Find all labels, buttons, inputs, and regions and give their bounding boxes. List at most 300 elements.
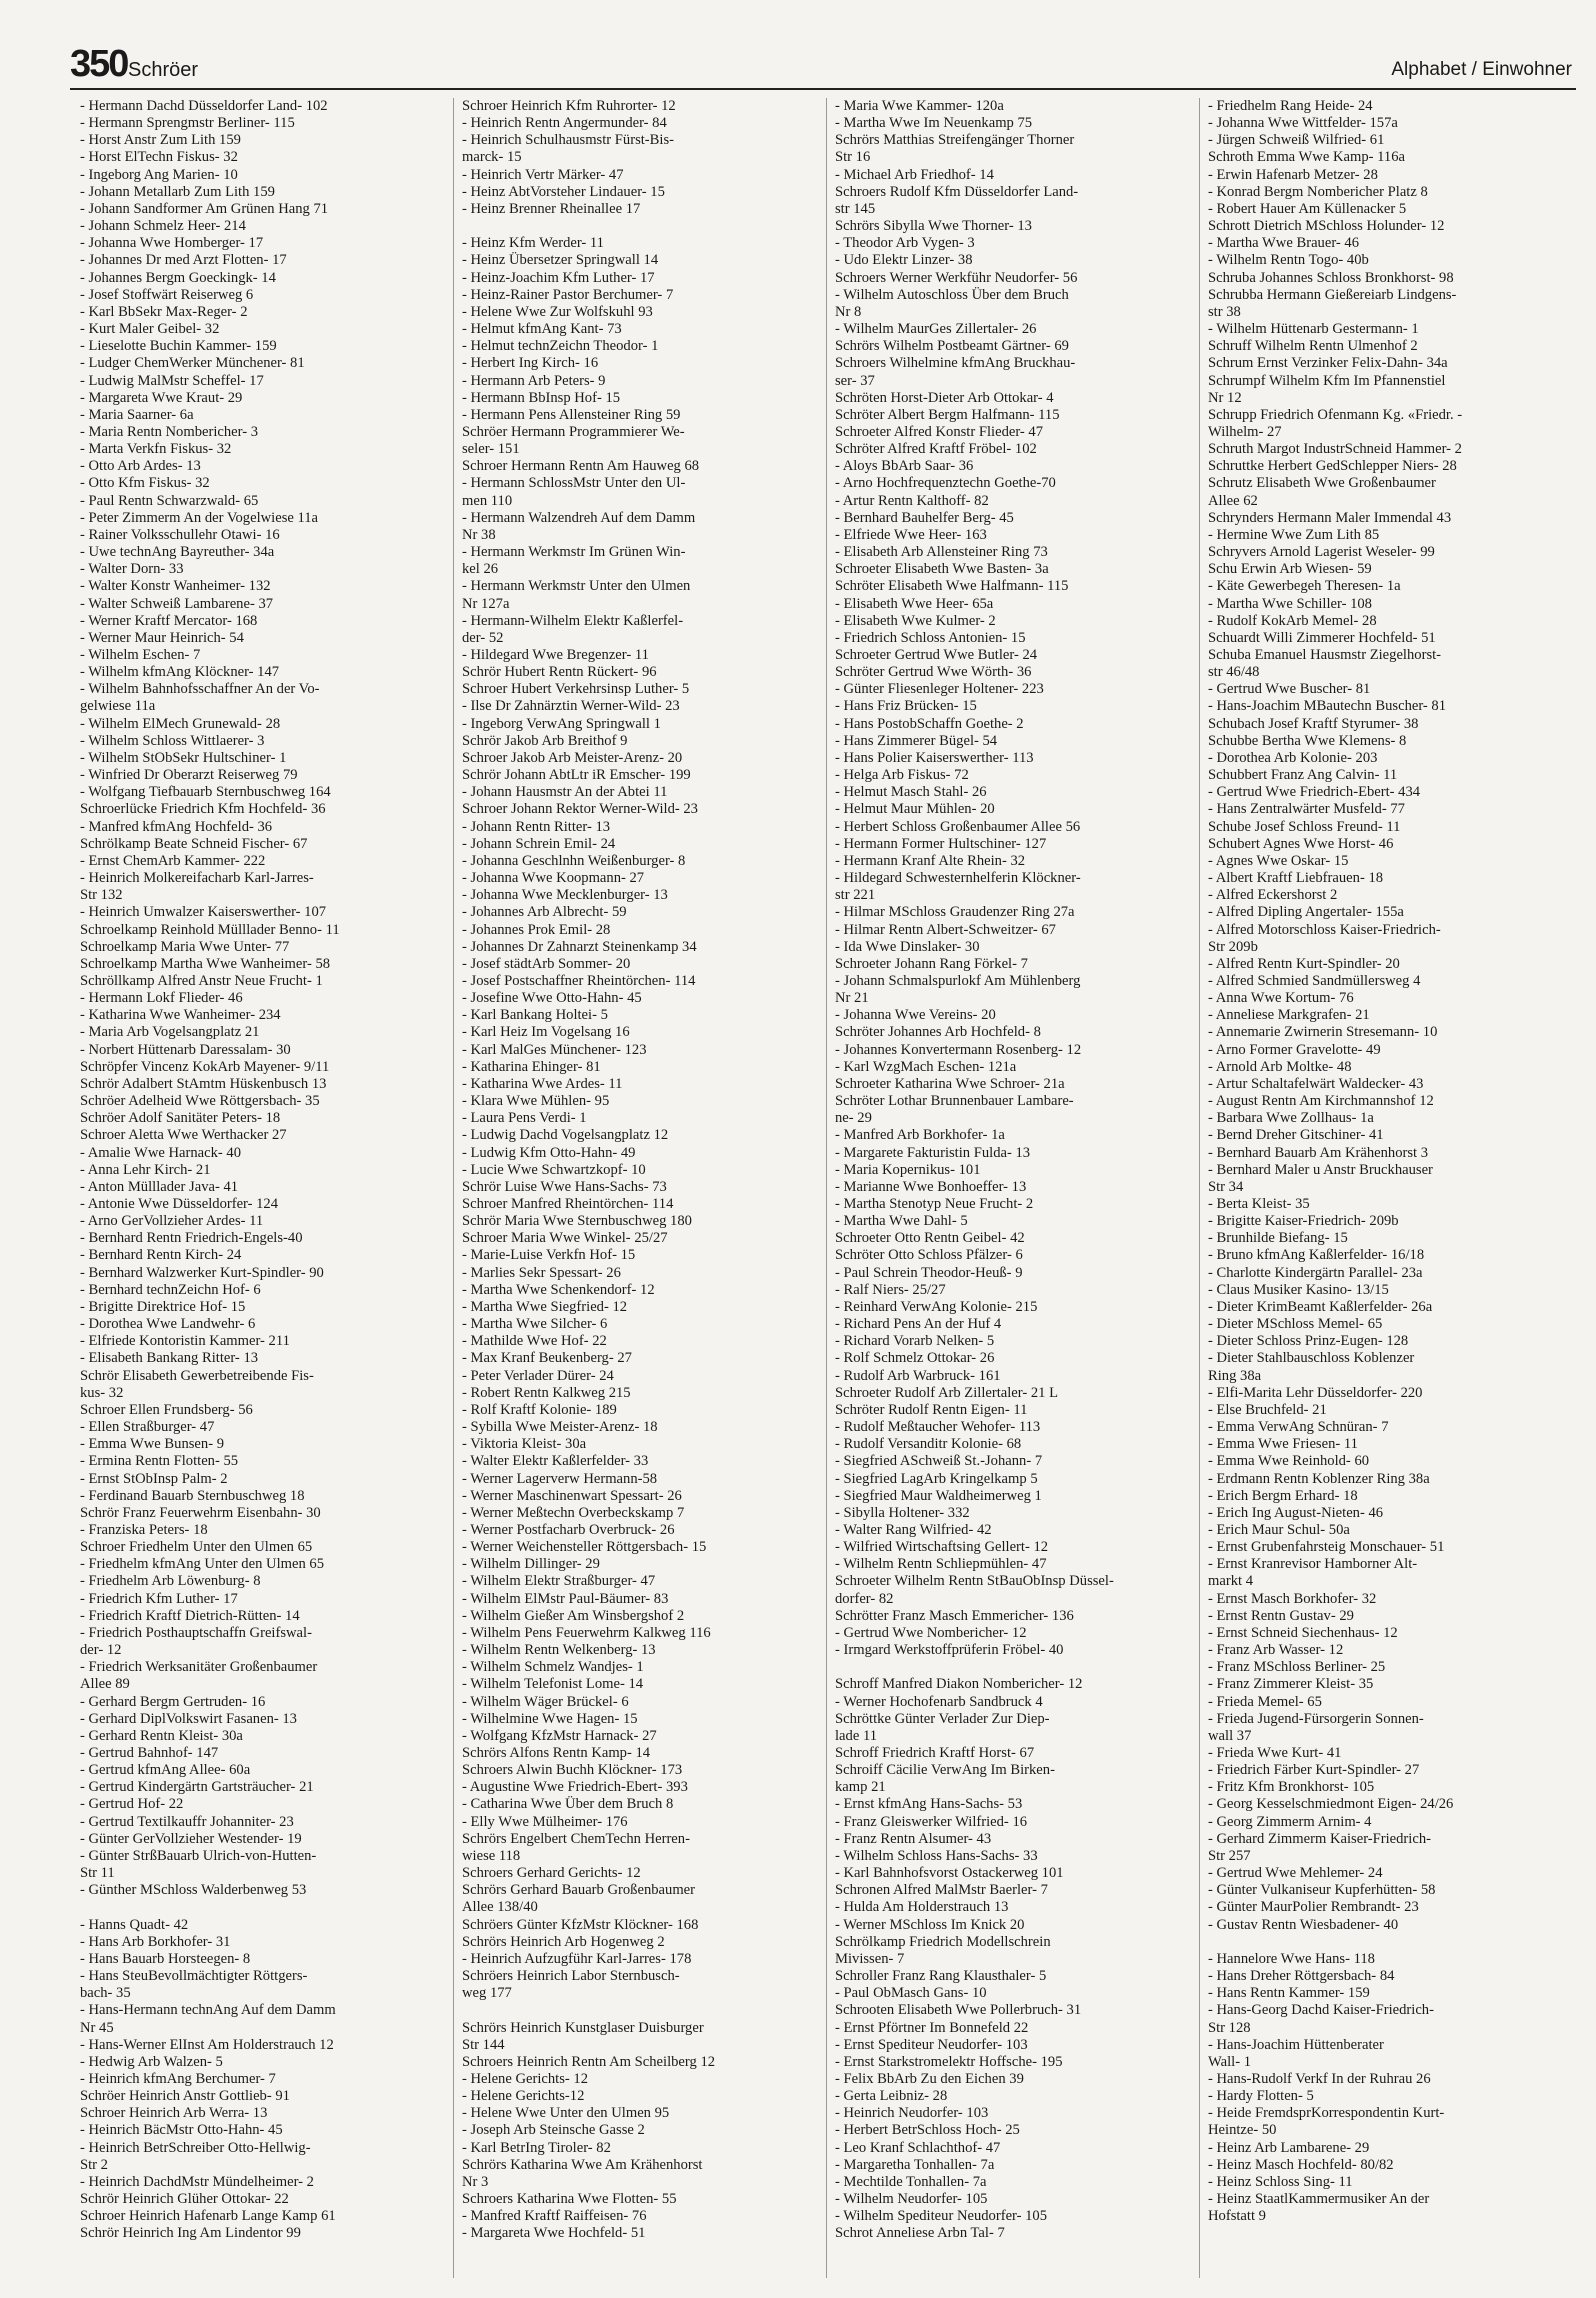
directory-entry: - Rainer Volksschullehr Otawi- 16 (80, 526, 280, 543)
directory-columns (80, 98, 1574, 2278)
directory-entry: - Wilhelm Neudorfer- 105 (835, 2191, 988, 2208)
directory-entry: - Gertrud Kindergärtn Gartsträucher- 21 (80, 1779, 314, 1796)
directory-entry: Str 132 (80, 887, 123, 904)
directory-entry: - Ernst Grubenfahrsteig Monschauer- 51 (1208, 1539, 1445, 1556)
directory-entry: - Siegfried LagArb Kringelkamp 5 (835, 1470, 1038, 1487)
directory-entry (1208, 1934, 1566, 1951)
directory-entry: - Ludwig Dachd Vogelsangplatz 12 (462, 1127, 669, 1144)
directory-entry: - Wilhelm Rentn Schliepmühlen- 47 (835, 1556, 1047, 1573)
directory-entry: Nr 45 (80, 2019, 114, 2036)
directory-entry: marck- 15 (462, 149, 522, 166)
directory-entry: - Winfried Dr Oberarzt Reiserweg 79 (80, 767, 298, 784)
directory-entry: wiese 118 (462, 1847, 521, 1864)
directory-entry: Schroer Jakob Arb Meister-Arenz- 20 (462, 749, 683, 766)
directory-entry: - Dieter Stahlbauschloss Koblenzer (1208, 1350, 1415, 1367)
directory-entry: Schroller Franz Rang Klausthaler- 5 (835, 1968, 1047, 1985)
directory-entry: - Marlies Sekr Spessart- 26 (462, 1264, 621, 1281)
directory-entry: - Franz Zimmerer Kleist- 35 (1208, 1676, 1374, 1693)
directory-entry: - Hermann Arb Peters- 9 (462, 372, 606, 389)
directory-entry: - Ernst Schneid Siechenhaus- 12 (1208, 1624, 1398, 1641)
directory-entry: Schroer Friedhelm Unter den Ulmen 65 (80, 1539, 313, 1556)
directory-entry: Schröer Adelheid Wwe Röttgersbach- 35 (80, 1093, 320, 1110)
directory-entry: - Mechtilde Tonhallen- 7a (835, 2173, 987, 2190)
directory-entry: Schrör Adalbert StAmtm Hüskenbusch 13 (80, 1075, 327, 1092)
directory-entry: - Elly Wwe Mülheimer- 176 (462, 1813, 628, 1830)
directory-entry: Schröer Heinrich Anstr Gottlieb- 91 (80, 2088, 290, 2105)
directory-entry: kus- 32 (80, 1384, 124, 1401)
directory-entry: Schröten Horst-Dieter Arb Ottokar- 4 (835, 389, 1054, 406)
directory-entry: - Paul Rentn Schwarzwald- 65 (80, 492, 259, 509)
directory-entry: - Maria Kopernikus- 101 (835, 1161, 981, 1178)
directory-entry: - Werner Postfacharb Overbruck- 26 (462, 1521, 675, 1538)
directory-entry: - Wilhelm ElMstr Paul-Bäumer- 83 (462, 1590, 669, 1607)
directory-entry: - Heinrich Neudorfer- 103 (835, 2105, 989, 2122)
directory-entry: Schrör Johann AbtLtr iR Emscher- 199 (462, 767, 691, 784)
directory-entry: - Helmut technZeichn Theodor- 1 (462, 338, 659, 355)
directory-entry: - Josefine Wwe Otto-Hahn- 45 (462, 990, 642, 1007)
directory-entry: - Ernst StObInsp Palm- 2 (80, 1470, 228, 1487)
directory-entry: - August Rentn Am Kirchmannshof 12 (1208, 1093, 1434, 1110)
directory-entry: Schroeter Otto Rentn Geibel- 42 (835, 1230, 1025, 1247)
directory-entry: - Bruno kfmAng Kaßlerfelder- 16/18 (1208, 1247, 1425, 1264)
directory-entry: Str 257 (1208, 1847, 1251, 1864)
directory-entry: - Manfred Kraftf Raiffeisen- 76 (462, 2208, 647, 2225)
directory-entry: - Johanna Wwe Wittfelder- 157a (1208, 115, 1398, 132)
directory-entry: - Hilmar MSchloss Graudenzer Ring 27a (835, 904, 1075, 921)
directory-entry: - Ernst Kranrevisor Hamborner Alt- (1208, 1556, 1418, 1573)
directory-entry: - Martha Wwe Brauer- 46 (1208, 235, 1359, 252)
directory-entry: - Werner MSchloss Im Knick 20 (835, 1916, 1025, 1933)
directory-entry: Schroers Katharina Wwe Flotten- 55 (462, 2191, 677, 2208)
directory-entry: - Alfred Rentn Kurt-Spindler- 20 (1208, 955, 1400, 972)
directory-entry: Schrörs Sibylla Wwe Thorner- 13 (835, 218, 1032, 235)
directory-entry: - Wilhelm Dillinger- 29 (462, 1556, 600, 1573)
directory-entry: - Horst ElTechn Fiskus- 32 (80, 149, 238, 166)
directory-entry: - Wilhelm Gießer Am Winsbergshof 2 (462, 1607, 685, 1624)
directory-entry: - Bernd Dreher Gitschiner- 41 (1208, 1127, 1384, 1144)
directory-entry: - Ernst Spediteur Neudorfer- 103 (835, 2036, 1028, 2053)
directory-entry: - Hermann BbInsp Hof- 15 (462, 389, 621, 406)
directory-entry: - Ernst Masch Borkhofer- 32 (1208, 1590, 1377, 1607)
directory-entry: - Gertrud kfmAng Allee- 60a (80, 1762, 251, 1779)
directory-entry: Ring 38a (1208, 1367, 1262, 1384)
directory-entry: - Werner Maur Heinrich- 54 (80, 629, 244, 646)
directory-entry: - Maria Wwe Kammer- 120a (835, 98, 1004, 114)
directory-entry: - Ellen Straßburger- 47 (80, 1419, 215, 1436)
directory-entry: - Helga Arb Fiskus- 72 (835, 767, 969, 784)
directory-entry: - Hans Zentralwärter Musfeld- 77 (1208, 801, 1405, 818)
directory-entry: - Rudolf Versanditr Kolonie- 68 (835, 1436, 1022, 1453)
directory-entry: - Walter Schweiß Lambarene- 37 (80, 595, 274, 612)
directory-entry: - Hermann SchlossMstr Unter den Ul- (462, 475, 686, 492)
directory-entry: - Günter Fliesenleger Holtener- 223 (835, 681, 1044, 698)
directory-entry: Schroth Emma Wwe Kamp- 116a (1208, 149, 1405, 166)
directory-entry: - Heinrich BetrSchreiber Otto-Hellwig- (80, 2139, 311, 2156)
directory-entry: - Artur Schaltafelwärt Waldecker- 43 (1208, 1075, 1424, 1092)
directory-entry: - Heinz-Rainer Pastor Berchumer- 7 (462, 286, 674, 303)
directory-entry: - Margaretha Tonhallen- 7a (835, 2156, 995, 2173)
directory-entry: - Mathilde Wwe Hof- 22 (462, 1333, 607, 1350)
directory-entry: - Erich Maur Schul- 50a (1208, 1521, 1350, 1538)
directory-entry: - Jürgen Schweiß Wilfried- 61 (1208, 132, 1385, 149)
directory-entry: - Heinrich Rentn Angermunder- 84 (462, 115, 667, 132)
directory-entry: - Heinz Brenner Rheinallee 17 (462, 200, 641, 217)
directory-entry: - Siegfried Maur Waldheimerweg 1 (835, 1487, 1042, 1504)
directory-entry: - Karl Bahnhofsvorst Ostackerweg 101 (835, 1865, 1064, 1882)
directory-entry: - Robert Hauer Am Küllenacker 5 (1208, 200, 1407, 217)
directory-entry: Schrumpf Wilhelm Kfm Im Pfannenstiel (1208, 372, 1446, 389)
directory-entry: - Bernhard Walzwerker Kurt-Spindler- 90 (80, 1264, 324, 1281)
directory-entry: - Wilhelm StObSekr Hultschiner- 1 (80, 749, 287, 766)
directory-entry: Allee 138/40 (462, 1899, 538, 1916)
directory-entry: - Werner Maschinenwart Spessart- 26 (462, 1487, 682, 1504)
directory-entry: - Ernst Pförtner Im Bonnefeld 22 (835, 2019, 1029, 2036)
directory-entry: - Johannes Dr med Arzt Flotten- 17 (80, 252, 287, 269)
directory-entry: - Franz MSchloss Berliner- 25 (1208, 1659, 1386, 1676)
directory-entry: - Wilhelm Rentn Togo- 40b (1208, 252, 1369, 269)
directory-entry: - Hans-Rudolf Verkf In der Ruhrau 26 (1208, 2070, 1431, 2087)
directory-entry: - Brunhilde Biefang- 15 (1208, 1230, 1348, 1247)
directory-entry: - Heinz AbtVorsteher Lindauer- 15 (462, 183, 665, 200)
directory-entry: Str 11 (80, 1865, 115, 1882)
directory-entry: - Hermann Lokf Flieder- 46 (80, 990, 243, 1007)
directory-entry: - Johann Metallarb Zum Lith 159 (80, 183, 275, 200)
directory-entry: Schröer Adolf Sanitäter Peters- 18 (80, 1110, 281, 1127)
directory-entry: - Albert Kraftf Liebfrauen- 18 (1208, 870, 1384, 887)
directory-entry: Schrupp Friedrich Ofenmann Kg. «Friedr. - (1208, 406, 1463, 423)
directory-entry: - Johann Hausmstr An der Abtei 11 (462, 784, 668, 801)
directory-entry: - Hardy Flotten- 5 (1208, 2088, 1314, 2105)
directory-entry: - Hermann Pens Allensteiner Ring 59 (462, 406, 681, 423)
directory-entry: - Franz Gleiswerker Wilfried- 16 (835, 1813, 1028, 1830)
directory-entry: - Robert Rentn Kalkweg 215 (462, 1384, 631, 1401)
directory-entry: - Bernhard Maler u Anstr Bruckhauser (1208, 1161, 1433, 1178)
directory-entry: wall 37 (1208, 1727, 1252, 1744)
directory-entry: - Konrad Bergm Nombericher Platz 8 (1208, 183, 1428, 200)
directory-entry: Schrutz Elisabeth Wwe Großenbaumer (1208, 475, 1436, 492)
directory-entry: - Ernst Starkstromelektr Hoffsche- 195 (835, 2053, 1063, 2070)
directory-entry: - Else Bruchfeld- 21 (1208, 1401, 1327, 1418)
directory-entry: Schrötter Franz Masch Emmericher- 136 (835, 1607, 1074, 1624)
directory-entry: markt 4 (1208, 1573, 1253, 1590)
directory-entry: - Martha Wwe Schiller- 108 (1208, 595, 1372, 612)
directory-entry: Schrörs Heinrich Kunstglaser Duisburger (462, 2019, 704, 2036)
directory-entry: Schruff Wilhelm Rentn Ulmenhof 2 (1208, 338, 1418, 355)
directory-entry: - Hermann Former Hultschiner- 127 (835, 835, 1047, 852)
directory-entry: - Wolfgang KfzMstr Harnack- 27 (462, 1727, 657, 1744)
directory-entry: - Hans Bauarb Horsteegen- 8 (80, 1950, 251, 1967)
directory-entry: - Heinrich Umwalzer Kaiserswerther- 107 (80, 904, 327, 921)
directory-entry: - Hanns Quadt- 42 (80, 1916, 189, 1933)
directory-entry: Schrölkamp Beate Schneid Fischer- 67 (80, 835, 308, 852)
directory-entry: - Bernhard technZeichn Hof- 6 (80, 1281, 261, 1298)
directory-entry: - Johannes Prok Emil- 28 (462, 921, 611, 938)
directory-entry: Schroers Werner Werkführ Neudorfer- 56 (835, 269, 1078, 286)
directory-entry: - Michael Arb Friedhof- 14 (835, 166, 994, 183)
directory-entry: Schronen Alfred MalMstr Baerler- 7 (835, 1882, 1048, 1899)
directory-entry: Schröter Lothar Brunnenbauer Lambare- (835, 1093, 1074, 1110)
directory-entry: seler- 151 (462, 441, 520, 458)
directory-entry: - Brigitte Kaiser-Friedrich- 209b (1208, 1213, 1399, 1230)
directory-entry: Schubach Josef Kraftf Styrumer- 38 (1208, 715, 1419, 732)
directory-entry: Schroiff Cäcilie VerwAng Im Birken- (835, 1762, 1055, 1779)
directory-entry: str 221 (835, 887, 876, 904)
directory-entry: Schruttke Herbert GedSchlepper Niers- 28 (1208, 458, 1457, 475)
directory-entry: - Karl Bankang Holtei- 5 (462, 1007, 608, 1024)
directory-entry: Schroer Heinrich Hafenarb Lange Kamp 61 (80, 2208, 336, 2225)
directory-entry: - Laura Pens Verdi- 1 (462, 1110, 587, 1127)
directory-entry: - Friedrich Färber Kurt-Spindler- 27 (1208, 1762, 1420, 1779)
directory-entry: kel 26 (462, 561, 499, 578)
directory-entry: - Catharina Wwe Über dem Bruch 8 (462, 1796, 674, 1813)
directory-entry: Schroelkamp Reinhold Mülllader Benno- 11 (80, 921, 340, 938)
column-3 (826, 98, 1193, 2278)
directory-entry: - Karl BbSekr Max-Reger- 2 (80, 303, 248, 320)
directory-entry: - Heinz Übersetzer Springwall 14 (462, 252, 659, 269)
directory-entry: - Johanna Geschlnhn Weißenburger- 8 (462, 852, 686, 869)
directory-entry: - Alfred Motorschloss Kaiser-Friedrich- (1208, 921, 1441, 938)
directory-entry: - Heinrich Molkereifacharb Karl-Jarres- (80, 870, 314, 887)
directory-entry: - Wilhelm kfmAng Klöckner- 147 (80, 664, 280, 681)
directory-entry: - Brigitte Direktrice Hof- 15 (80, 1298, 246, 1315)
directory-entry: Schroer Hubert Verkehrsinsp Luther- 5 (462, 681, 690, 698)
directory-entry: - Martha Wwe Dahl- 5 (835, 1213, 968, 1230)
directory-entry: ne- 29 (835, 1110, 872, 1127)
directory-entry: - Otto Arb Ardes- 13 (80, 458, 201, 475)
directory-entry: - Wilhelm Bahnhofsschaffner An der Vo- (80, 681, 320, 698)
directory-entry: Schrölkamp Friedrich Modellschrein (835, 1933, 1051, 1950)
directory-entry (462, 2002, 820, 2019)
directory-entry: Schröter Elisabeth Wwe Halfmann- 115 (835, 578, 1069, 595)
directory-entry: - Johann Schmelz Heer- 214 (80, 218, 246, 235)
directory-entry: Schroeter Rudolf Arb Zillertaler- 21 L (835, 1384, 1059, 1401)
directory-entry: - Heinz StaatlKammermusiker An der (1208, 2191, 1430, 2208)
directory-entry: - Anton Mülllader Java- 41 (80, 1178, 239, 1195)
directory-entry: - Helene Wwe Unter den Ulmen 95 (462, 2105, 670, 2122)
directory-entry: Str 2 (80, 2156, 108, 2173)
directory-entry: - Werner Kraftf Mercator- 168 (80, 612, 258, 629)
directory-entry: - Gertrud Wwe Friedrich-Ebert- 434 (1208, 784, 1421, 801)
directory-entry: - Gertrud Wwe Buscher- 81 (1208, 681, 1371, 698)
directory-entry: Allee 62 (1208, 492, 1258, 509)
directory-entry: - Heinz-Joachim Kfm Luther- 17 (462, 269, 655, 286)
directory-entry: Schroelkamp Martha Wwe Wanheimer- 58 (80, 955, 331, 972)
directory-entry: - Reinhard VerwAng Kolonie- 215 (835, 1298, 1038, 1315)
directory-entry: - Charlotte Kindergärtn Parallel- 23a (1208, 1264, 1423, 1281)
directory-entry: - Wilhelm Schmelz Wandjes- 1 (462, 1659, 644, 1676)
directory-entry: - Johannes Bergm Goeckingk- 14 (80, 269, 276, 286)
directory-entry: - Hermann Werkmstr Unter den Ulmen (462, 578, 691, 595)
directory-entry: - Marianne Wwe Bonhoeffer- 13 (835, 1178, 1027, 1195)
page-header (70, 42, 1576, 90)
directory-entry: - Wilfried Wirtschaftsing Gellert- 12 (835, 1539, 1049, 1556)
directory-entry: - Günter Vulkaniseur Kupferhütten- 58 (1208, 1882, 1436, 1899)
directory-entry: - Ludwig MalMstr Scheffel- 17 (80, 372, 264, 389)
directory-entry: - Herbert Schloss Großenbaumer Allee 56 (835, 818, 1081, 835)
directory-entry: - Emma Wwe Friesen- 11 (1208, 1436, 1358, 1453)
directory-entry: Nr 127a (462, 595, 510, 612)
directory-entry: - Alfred Eckershorst 2 (1208, 887, 1338, 904)
directory-entry: der- 52 (462, 629, 504, 646)
directory-entry: Schroer Heinrich Kfm Ruhrorter- 12 (462, 98, 676, 114)
directory-entry: Schroeter Johann Rang Förkel- 7 (835, 955, 1028, 972)
directory-entry: - Gertrud Wwe Mehlemer- 24 (1208, 1865, 1383, 1882)
directory-entry: - Katharina Wwe Ardes- 11 (462, 1075, 623, 1092)
directory-entry: - Friedrich Kfm Luther- 17 (80, 1590, 238, 1607)
directory-entry: - Bernhard Rentn Kirch- 24 (80, 1247, 242, 1264)
directory-entry: Schröer Hermann Programmierer We- (462, 423, 685, 440)
directory-entry: Schroer Johann Rektor Werner-Wild- 23 (462, 801, 698, 818)
directory-entry: - Hermine Wwe Zum Lith 85 (1208, 526, 1380, 543)
directory-entry: - Heinz Arb Lambarene- 29 (1208, 2139, 1370, 2156)
directory-entry: - Artur Rentn Kalthoff- 82 (835, 492, 989, 509)
directory-entry: - Hermann Dachd Düsseldorfer Land- 102 (80, 98, 328, 114)
directory-entry: - Max Kranf Beukenberg- 27 (462, 1350, 632, 1367)
directory-entry: - Frieda Memel- 65 (1208, 1693, 1322, 1710)
directory-entry: Schrörs Wilhelm Postbeamt Gärtner- 69 (835, 338, 1069, 355)
directory-entry: - Ludger ChemWerker Münchener- 81 (80, 355, 305, 372)
directory-entry: Schuardt Willi Zimmerer Hochfeld- 51 (1208, 629, 1436, 646)
directory-entry: - Hans Rentn Kammer- 159 (1208, 1985, 1370, 2002)
directory-entry: Schubbert Franz Ang Calvin- 11 (1208, 767, 1398, 784)
directory-entry: Schrör Hubert Rentn Rückert- 96 (462, 664, 657, 681)
directory-entry: - Heinrich BäcMstr Otto-Hahn- 45 (80, 2122, 283, 2139)
directory-entry: - Maria Saarner- 6a (80, 406, 194, 423)
directory-entry: - Erich Ing August-Nieten- 46 (1208, 1504, 1384, 1521)
directory-entry: - Margareta Wwe Kraut- 29 (80, 389, 243, 406)
directory-entry: - Rudolf Meßtaucher Wehofer- 113 (835, 1419, 1041, 1436)
directory-entry: - Ferdinand Bauarb Sternbuschweg 18 (80, 1487, 305, 1504)
directory-entry: - Hermann Werkmstr Im Grünen Win- (462, 544, 686, 561)
directory-entry: - Heinrich kfmAng Berchumer- 7 (80, 2070, 276, 2087)
directory-entry: Schuba Emanuel Hausmstr Ziegelhorst- (1208, 647, 1442, 663)
directory-entry: - Peter Verlader Dürer- 24 (462, 1367, 614, 1384)
directory-entry: - Wilhelm MaurGes Zillertaler- 26 (835, 321, 1037, 338)
directory-entry: - Ermina Rentn Flotten- 55 (80, 1453, 239, 1470)
directory-entry: weg 177 (462, 1985, 512, 2002)
directory-entry: - Ingeborg VerwAng Springwall 1 (462, 715, 661, 732)
directory-entry: - Heinrich Aufzugführ Karl-Jarres- 178 (462, 1950, 692, 1967)
directory-entry: - Walter Elektr Kaßlerfelder- 33 (462, 1453, 649, 1470)
directory-entry: - Hildegard Schwesternhelferin Klöckner- (835, 870, 1081, 887)
directory-entry: - Karl BetrIng Tiroler- 82 (462, 2139, 611, 2156)
directory-entry: - Friedrich Kraftf Dietrich-Rütten- 14 (80, 1607, 300, 1624)
running-head: Schröer (128, 59, 199, 81)
directory-entry: - Hans Polier Kaiserswerther- 113 (835, 749, 1034, 766)
directory-entry: str 46/48 (1208, 664, 1260, 681)
directory-entry: - Katharina Wwe Wanheimer- 234 (80, 1007, 281, 1024)
directory-entry: - Friedhelm Arb Löwenburg- 8 (80, 1573, 261, 1590)
directory-entry: - Heinz Kfm Werder- 11 (462, 235, 604, 252)
directory-entry: - Joseph Arb Steinsche Gasse 2 (462, 2122, 645, 2139)
directory-entry: Schu Erwin Arb Wiesen- 59 (1208, 561, 1372, 578)
directory-entry: - Gertrud Hof- 22 (80, 1796, 184, 1813)
directory-entry: - Arno Hochfrequenztechn Goethe-70 (835, 475, 1056, 492)
directory-entry: - Josef Postschaffner Rheintörchen- 114 (462, 972, 696, 989)
directory-entry: dorfer- 82 (835, 1590, 894, 1607)
directory-entry: - Helmut Maur Mühlen- 20 (835, 801, 995, 818)
directory-entry: - Elisabeth Arb Allensteiner Ring 73 (835, 544, 1048, 561)
directory-entry: - Hans-Werner ElInst Am Holderstrauch 12 (80, 2036, 334, 2053)
directory-entry: Schrörs Gerhard Bauarb Großenbaumer (462, 1882, 696, 1899)
directory-entry: - Emma Wwe Bunsen- 9 (80, 1436, 225, 1453)
directory-entry: - Ralf Niers- 25/27 (835, 1281, 946, 1298)
directory-entry: - Wilhelm Telefonist Lome- 14 (462, 1676, 644, 1693)
directory-entry: - Amalie Wwe Harnack- 40 (80, 1144, 242, 1161)
directory-entry: - Günter MaurPolier Rembrandt- 23 (1208, 1899, 1419, 1916)
directory-entry: Schroeter Alfred Konstr Flieder- 47 (835, 423, 1044, 440)
directory-entry: - Bernhard Rentn Friedrich-Engels-40 (80, 1230, 303, 1247)
directory-entry: - Werner Meßtechn Overbeckskamp 7 (462, 1504, 685, 1521)
directory-entry: - Bernhard Bauarb Am Krähenhorst 3 (1208, 1144, 1429, 1161)
directory-entry: - Hans Zimmerer Bügel- 54 (835, 732, 998, 749)
directory-entry: - Hans-Hermann technAng Auf dem Damm (80, 2002, 336, 2019)
directory-entry: Schröter Albert Bergm Halfmann- 115 (835, 406, 1060, 423)
directory-entry: - Werner Lagerverw Hermann-58 (462, 1470, 658, 1487)
directory-entry: str 145 (835, 200, 876, 217)
directory-entry: Schroeter Elisabeth Wwe Basten- 3a (835, 561, 1049, 578)
directory-entry: - Rolf Kraftf Kolonie- 189 (462, 1401, 617, 1418)
directory-entry: - Hans-Joachim Hüttenberater (1208, 2036, 1384, 2053)
directory-entry: Schroeter Gertrud Wwe Butler- 24 (835, 647, 1038, 663)
directory-entry: - Johanna Wwe Vereins- 20 (835, 1007, 996, 1024)
directory-entry: lade 11 (835, 1727, 878, 1744)
directory-entry: - Herbert Ing Kirch- 16 (462, 355, 599, 372)
column-1 (80, 98, 438, 2278)
directory-entry: der- 12 (80, 1642, 122, 1659)
directory-entry: - Johann Rentn Ritter- 13 (462, 818, 611, 835)
directory-entry: Schroers Heinrich Rentn Am Scheilberg 12 (462, 2053, 716, 2070)
directory-entry: - Georg Kesselschmiedmont Eigen- 24/26 (1208, 1796, 1454, 1813)
directory-entry: - Margarete Fakturistin Fulda- 13 (835, 1144, 1031, 1161)
directory-entry: Schrörs Katharina Wwe Am Krähenhorst (462, 2156, 703, 2173)
directory-entry: - Gertrud Bahnhof- 147 (80, 1745, 219, 1761)
directory-entry: - Wilhelm Autoschloss Über dem Bruch (835, 286, 1069, 303)
column-4 (1199, 98, 1566, 2278)
directory-entry: - Martha Wwe Silcher- 6 (462, 1316, 608, 1333)
directory-entry: Nr 8 (835, 303, 862, 320)
directory-entry: Schroff Friedrich Kraftf Horst- 67 (835, 1745, 1035, 1761)
directory-entry: - Berta Kleist- 35 (1208, 1196, 1310, 1212)
directory-entry: - Hans Friz Brücken- 15 (835, 698, 977, 715)
directory-entry: Schröers Günter KfzMstr Klöckner- 168 (462, 1916, 699, 1933)
directory-entry: - Frieda Jugend-Fürsorgerin Sonnen- (1208, 1710, 1424, 1727)
directory-entry: - Bernhard Bauhelfer Berg- 45 (835, 509, 1014, 526)
directory-entry: - Lieselotte Buchin Kammer- 159 (80, 338, 277, 355)
directory-entry: - Wilhelm Hüttenarb Gestermann- 1 (1208, 321, 1419, 338)
directory-entry: Schrör Elisabeth Gewerbetreibende Fis- (80, 1367, 314, 1384)
directory-entry: - Manfred Arb Borkhofer- 1a (835, 1127, 1005, 1144)
directory-entry: Schruth Margot IndustrSchneid Hammer- 2 (1208, 441, 1462, 458)
directory-entry: - Johanna Wwe Mecklenburger- 13 (462, 887, 668, 904)
directory-entry: - Wilhelm Elektr Straßburger- 47 (462, 1573, 656, 1590)
directory-entry (80, 1899, 438, 1916)
directory-entry: - Günter GerVollzieher Westender- 19 (80, 1830, 302, 1847)
directory-entry: - Hildegard Wwe Bregenzer- 11 (462, 647, 649, 663)
directory-entry: - Alfred Schmied Sandmüllersweg 4 (1208, 972, 1421, 989)
directory-entry: - Gertrud Wwe Nombericher- 12 (835, 1624, 1027, 1641)
directory-entry: - Erwin Hafenarb Metzer- 28 (1208, 166, 1378, 183)
directory-entry: Allee 89 (80, 1676, 130, 1693)
directory-entry: men 110 (462, 492, 513, 509)
directory-entry: - Manfred kfmAng Hochfeld- 36 (80, 818, 273, 835)
directory-entry: - Werner Hochofenarb Sandbruck 4 (835, 1693, 1043, 1710)
directory-entry: - Paul ObMasch Gans- 10 (835, 1985, 987, 2002)
directory-entry: - Günther MSchloss Walderbenweg 53 (80, 1882, 307, 1899)
directory-entry: Schröter Johannes Arb Hochfeld- 8 (835, 1024, 1041, 1041)
directory-entry: - Wolfgang Tiefbauarb Sternbuschweg 164 (80, 784, 331, 801)
directory-entry: Schroers Wilhelmine kfmAng Bruckhau- (835, 355, 1076, 372)
